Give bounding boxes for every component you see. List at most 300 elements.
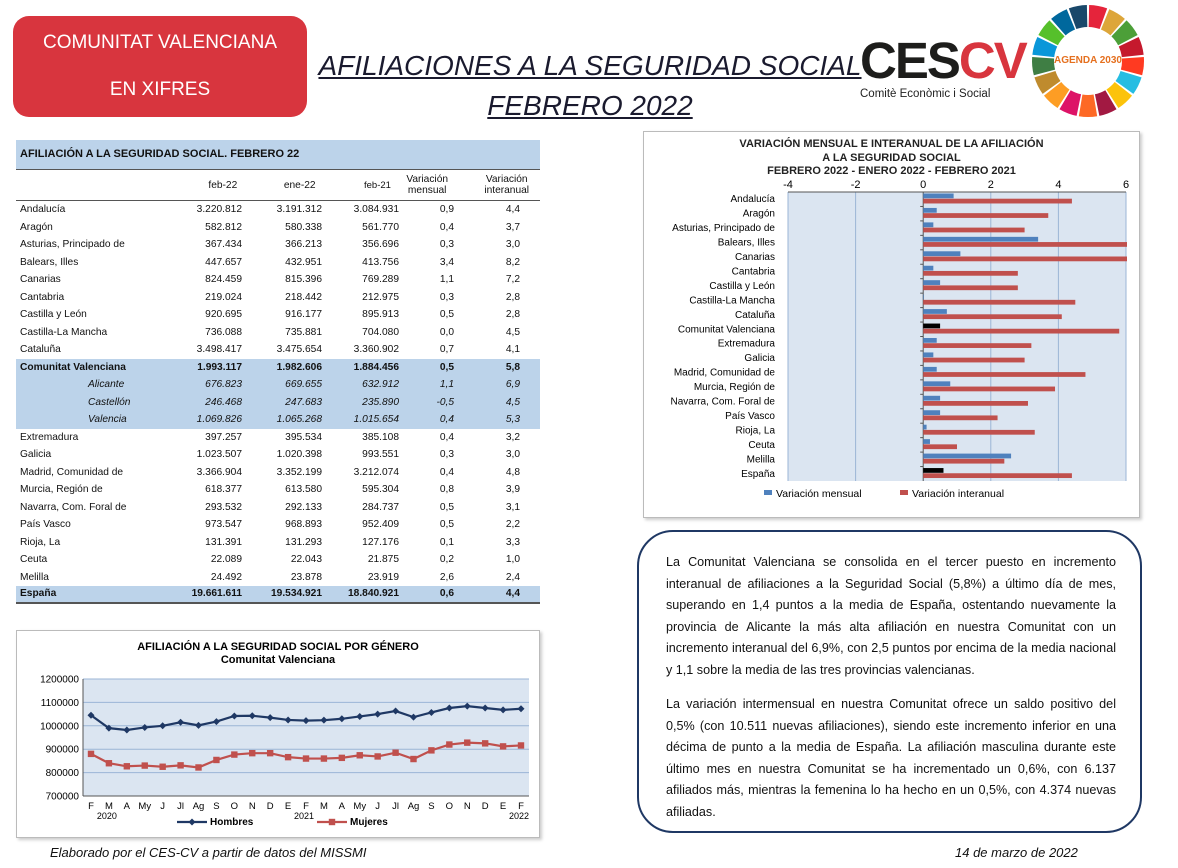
bar-interanual	[923, 343, 1031, 348]
cell-feb21: 284.737	[362, 501, 399, 513]
cell-name: Valencia	[88, 414, 127, 426]
cell-ene22: 613.580	[285, 484, 322, 496]
table-row	[16, 551, 540, 569]
cell-vm: -0,5	[436, 396, 454, 408]
cell-vm: 0,4	[439, 466, 454, 478]
category-label: País Vasco	[725, 410, 775, 422]
category-label: Cataluña	[734, 309, 775, 321]
table-row	[16, 569, 540, 587]
logo-subtitle: Comitè Econòmic i Social	[860, 88, 991, 100]
data-point	[518, 742, 524, 748]
cell-vm: 0,3	[439, 239, 454, 251]
bar-interanual	[923, 285, 1018, 290]
legend-swatch-mensual	[764, 490, 772, 495]
bar-mensual	[923, 324, 940, 329]
footer-date: 14 de marzo de 2022	[955, 845, 1078, 860]
year-label: 2020	[96, 811, 117, 821]
agenda-2030-label: AGENDA 2030	[1054, 55, 1122, 66]
bar-interanual	[923, 228, 1024, 233]
plot-area	[83, 679, 529, 796]
table-row	[16, 586, 540, 604]
cell-feb22: 1.069.826	[196, 414, 242, 426]
legend-marker-mujeres	[329, 819, 335, 825]
table-row	[16, 254, 540, 272]
cell-feb22: 3.220.812	[196, 204, 242, 216]
bar-mensual	[923, 194, 953, 199]
cell-ene22: 968.893	[285, 519, 322, 531]
data-point	[374, 753, 380, 759]
cell-name: Cantabria	[20, 291, 65, 303]
x-tick-label: N	[248, 801, 256, 812]
table-row	[16, 376, 540, 394]
cell-feb21: 356.696	[362, 239, 399, 251]
data-point	[267, 750, 273, 756]
bar-interanual	[923, 401, 1028, 406]
category-label: Murcia, Región de	[693, 382, 775, 394]
data-point	[213, 757, 219, 763]
cell-feb22: 676.823	[205, 379, 242, 391]
cell-ene22: 815.396	[285, 274, 322, 286]
x-tick-label: A	[338, 801, 346, 812]
cell-feb21: 561.770	[362, 221, 399, 233]
cell-name: Balears, Illes	[20, 256, 79, 268]
legend-swatch-interanual	[900, 490, 908, 495]
cell-feb22: 219.024	[205, 291, 242, 303]
x-tick-label: Ag	[407, 801, 420, 812]
cell-ene22: 366.213	[285, 239, 322, 251]
x-tick-label: S	[428, 801, 435, 812]
cell-name: Navarra, Com. Foral de	[20, 501, 127, 513]
header-feb22: feb-22	[208, 179, 238, 191]
data-point	[428, 747, 434, 753]
cell-name: Alicante	[88, 379, 125, 391]
category-label: Ceuta	[748, 439, 775, 451]
cell-name: Ceuta	[20, 554, 48, 566]
table-row	[16, 481, 540, 499]
cell-feb21: 3.084.931	[353, 204, 399, 216]
cell-feb22: 973.547	[205, 519, 242, 531]
cell-feb21: 385.108	[362, 431, 399, 443]
cell-feb21: 23.919	[367, 571, 399, 583]
cell-feb22: 582.812	[205, 221, 242, 233]
cell-feb21: 1.884.456	[353, 361, 399, 373]
cell-vm: 0,1	[439, 536, 454, 548]
logo-ces: CES	[860, 32, 959, 89]
cell-ene22: 1.982.606	[276, 361, 322, 373]
cell-feb22: 824.459	[205, 274, 242, 286]
x-tick-label: -2	[850, 179, 861, 191]
category-label: Melilla	[746, 454, 775, 466]
cell-name: Cataluña	[20, 344, 61, 356]
cell-feb22: 618.377	[205, 484, 242, 496]
cell-vi: 3,0	[505, 239, 520, 251]
data-point	[339, 755, 345, 761]
table-row	[16, 429, 540, 447]
cell-vi: 2,2	[505, 519, 520, 531]
cell-feb22: 736.088	[205, 326, 242, 338]
data-point	[500, 743, 506, 749]
data-point	[249, 750, 255, 756]
cell-feb21: 952.409	[362, 519, 399, 531]
cell-feb22: 3.366.904	[196, 466, 242, 478]
data-point	[177, 762, 183, 768]
cell-vi: 4,1	[505, 344, 520, 356]
cell-name: Castellón	[88, 396, 131, 408]
cell-vm: 0,5	[439, 309, 454, 321]
cell-vi: 3,3	[505, 536, 520, 548]
cell-vm: 2,6	[439, 571, 454, 583]
category-label: Cantabria	[731, 266, 775, 278]
bar-mensual	[923, 280, 940, 285]
cell-ene22: 19.534.921	[271, 588, 322, 600]
bar-mensual	[923, 309, 947, 314]
bar-interanual	[923, 430, 1035, 435]
bar-mensual	[923, 396, 940, 401]
cell-vi: 5,3	[505, 414, 520, 426]
cescv-logo	[860, 32, 1026, 106]
gender-line-chart	[16, 630, 540, 838]
x-tick-label: J	[160, 801, 166, 812]
cell-feb21: 632.912	[362, 379, 399, 391]
cell-feb21: 127.176	[362, 536, 399, 548]
x-tick-label: E	[499, 801, 507, 812]
category-label: Andalucía	[730, 194, 775, 206]
cell-feb22: 920.695	[205, 309, 242, 321]
cell-name: España	[20, 588, 57, 600]
bar-interanual	[923, 372, 1085, 377]
bar-interanual	[923, 242, 1127, 247]
table-row	[16, 324, 540, 342]
header-feb21: feb-21	[363, 179, 391, 191]
bar-interanual	[923, 199, 1072, 204]
table-row	[16, 464, 540, 482]
cell-name: Melilla	[20, 571, 49, 583]
bar-mensual	[923, 251, 960, 256]
cell-vm: 0,9	[439, 204, 454, 216]
cell-ene22: 580.338	[285, 221, 322, 233]
cell-feb21: 21.875	[367, 554, 399, 566]
x-tick-label: -4	[783, 179, 793, 191]
cell-feb22: 397.257	[205, 431, 242, 443]
bar-chart-canvas	[644, 132, 1139, 517]
category-label: Madrid, Comunidad de	[673, 367, 775, 379]
cell-ene22: 735.881	[285, 326, 322, 338]
cell-ene22: 1.020.398	[276, 449, 322, 461]
bar-interanual	[923, 271, 1018, 276]
data-point	[303, 755, 309, 761]
cell-ene22: 395.534	[285, 431, 322, 443]
x-tick-label: My	[353, 801, 367, 812]
category-label: Balears, Illes	[717, 237, 775, 249]
data-point	[159, 764, 165, 770]
data-point	[482, 740, 488, 746]
cell-feb22: 1.993.117	[197, 361, 242, 373]
footer-source: Elaborado por el CES-CV a partir de datos del MISSMI	[50, 845, 367, 860]
cell-name: Madrid, Comunidad de	[20, 466, 124, 478]
legend-label-interanual: Variación interanual	[912, 488, 1005, 500]
page-title: AFILIACIONES A LA SEGURIDAD SOCIAL	[318, 50, 862, 81]
cell-vm: 0,3	[439, 291, 454, 303]
cell-name: País Vasco	[20, 519, 71, 531]
table-header	[16, 169, 540, 201]
badge-line-1: COMUNITAT VALENCIANA	[42, 32, 277, 53]
bar-mensual	[923, 439, 930, 444]
bar-mensual	[923, 222, 933, 227]
x-tick-label: My	[138, 801, 152, 812]
x-tick-label: 2	[987, 179, 994, 191]
category-label: Rioja, La	[735, 425, 775, 437]
data-point	[124, 763, 130, 769]
legend-label-mensual: Variación mensual	[776, 488, 862, 500]
data-point	[410, 756, 416, 762]
cell-feb21: 769.289	[362, 274, 399, 286]
data-point	[464, 739, 470, 745]
bar-mensual	[923, 468, 943, 473]
bar-chart-title-1: VARIACIÓN MENSUAL E INTERANUAL DE LA AFILIACIÓN	[739, 138, 1044, 150]
category-label: Castilla-La Mancha	[689, 295, 775, 307]
cell-feb21: 595.304	[362, 484, 399, 496]
bar-mensual	[923, 338, 937, 343]
bar-interanual	[923, 473, 1072, 478]
cell-vm: 0,5	[439, 501, 454, 513]
cell-feb22: 22.089	[210, 554, 242, 566]
header-ene22: ene-22	[283, 179, 316, 191]
cell-vi: 3,1	[505, 501, 520, 513]
cell-vi: 2,8	[505, 291, 520, 303]
x-tick-label: J	[375, 801, 381, 812]
bar-mensual	[923, 352, 933, 357]
header-var-mensual: Variación mensual	[406, 174, 449, 196]
cell-ene22: 131.293	[285, 536, 322, 548]
cell-vi: 8,2	[505, 256, 520, 268]
category-label: Aragón	[742, 208, 775, 220]
cell-vm: 0,4	[439, 414, 454, 426]
cell-feb22: 293.532	[205, 501, 242, 513]
cell-ene22: 3.475.654	[276, 344, 322, 356]
cell-vm: 3,4	[439, 256, 454, 268]
data-point	[142, 762, 148, 768]
table-row	[16, 289, 540, 307]
bar-interanual	[923, 314, 1062, 319]
cell-vi: 1,0	[505, 554, 520, 566]
x-tick-label: D	[481, 801, 489, 812]
y-tick-label: 1200000	[40, 674, 79, 686]
cell-ene22: 916.177	[285, 309, 322, 321]
cell-vi: 4,5	[505, 326, 520, 338]
cell-feb21: 413.756	[362, 256, 399, 268]
cell-vi: 2,4	[505, 571, 520, 583]
cell-name: Comunitat Valenciana	[20, 361, 126, 373]
data-point	[106, 760, 112, 766]
table-title: AFILIACIÓN A LA SEGURIDAD SOCIAL. FEBRERO 22	[16, 140, 540, 169]
category-label: Castilla y León	[709, 280, 775, 292]
cell-ene22: 292.133	[285, 501, 322, 513]
table-row	[16, 201, 540, 219]
cell-ene22: 3.352.199	[276, 466, 322, 478]
bar-mensual	[923, 295, 924, 300]
y-tick-label: 1000000	[40, 721, 79, 733]
category-label: Navarra, Com. Foral de	[670, 396, 775, 408]
logo-cv: CV	[958, 32, 1026, 89]
cell-vi: 3,0	[505, 449, 520, 461]
y-tick-label: 800000	[45, 768, 79, 780]
x-tick-label: O	[445, 801, 454, 812]
x-tick-label: 6	[1122, 179, 1130, 191]
cell-feb22: 24.492	[210, 571, 242, 583]
x-tick-label: Jl	[392, 801, 400, 812]
cell-vi: 4,8	[505, 466, 520, 478]
cell-vi: 3,9	[505, 484, 520, 496]
category-label: España	[741, 468, 775, 480]
cell-name: Andalucía	[20, 204, 66, 216]
data-point	[285, 754, 291, 760]
table-row	[16, 516, 540, 534]
line-chart-title-1: AFILIACIÓN A LA SEGURIDAD SOCIAL POR GÉNERO	[137, 641, 419, 653]
x-tick-label: F	[518, 801, 524, 812]
bar-interanual	[923, 329, 1119, 334]
cell-feb22: 367.434	[205, 239, 242, 251]
category-label: Galicia	[744, 353, 775, 365]
bar-mensual	[923, 266, 933, 271]
table-row	[16, 499, 540, 517]
bar-interanual	[923, 387, 1055, 392]
cell-vm: 1,1	[439, 379, 454, 391]
table-row	[16, 306, 540, 324]
bar-mensual	[923, 237, 1038, 242]
bar-interanual	[923, 415, 997, 420]
cell-feb21: 3.360.902	[353, 344, 399, 356]
data-point	[392, 750, 398, 756]
cell-ene22: 22.043	[290, 554, 322, 566]
cell-ene22: 1.065.268	[276, 414, 322, 426]
cell-feb22: 246.468	[205, 396, 242, 408]
cell-ene22: 247.683	[285, 396, 322, 408]
cell-feb21: 212.975	[362, 291, 399, 303]
data-point	[446, 741, 452, 747]
x-tick-label: N	[463, 801, 471, 812]
x-tick-label: F	[88, 801, 94, 812]
cell-name: Murcia, Región de	[20, 484, 103, 496]
cell-feb22: 3.498.417	[196, 344, 242, 356]
x-tick-label: E	[284, 801, 292, 812]
cell-vi: 4,4	[505, 204, 520, 216]
commentary-box	[637, 530, 1142, 833]
x-tick-label: Jl	[177, 801, 185, 812]
table-row	[16, 394, 540, 412]
x-tick-label: M	[319, 801, 328, 812]
y-tick-label: 1100000	[40, 697, 79, 709]
bar-mensual	[923, 454, 1011, 459]
cell-feb22: 131.391	[205, 536, 242, 548]
category-label: Extremadura	[717, 338, 775, 350]
bar-interanual	[923, 459, 1004, 464]
cell-ene22: 669.655	[285, 379, 322, 391]
cell-name: Canarias	[20, 274, 61, 286]
x-tick-label: O	[230, 801, 239, 812]
cell-vm: 0,6	[439, 588, 454, 600]
cell-vm: 0,3	[439, 449, 454, 461]
bar-interanual	[923, 257, 1127, 262]
cell-name: Asturias, Principado de	[20, 239, 125, 251]
table-row	[16, 534, 540, 552]
x-tick-label: D	[266, 801, 274, 812]
year-label: 2022	[508, 811, 530, 821]
table-row	[16, 236, 540, 254]
data-point	[321, 755, 327, 761]
plot-area	[788, 192, 1126, 481]
cell-vi: 7,2	[505, 274, 520, 286]
y-tick-label: 900000	[45, 744, 79, 756]
bar-interanual	[923, 213, 1048, 218]
y-tick-label: 700000	[45, 791, 79, 803]
cell-name: Castilla-La Mancha	[20, 326, 108, 338]
bar-chart-title-3: FEBRERO 2022 - ENERO 2022 - FEBRERO 2021	[767, 165, 1016, 177]
cell-vi: 3,2	[505, 431, 520, 443]
line-chart-canvas	[17, 631, 539, 837]
cell-feb21: 18.840.921	[348, 588, 399, 600]
cell-feb21: 895.913	[362, 309, 399, 321]
cell-vm: 1,1	[439, 274, 454, 286]
x-tick-label: S	[213, 801, 220, 812]
wheel-segment	[1079, 95, 1097, 117]
table-row	[16, 341, 540, 359]
commentary-paragraph-2: La variación intermensual en nuestra Comunitat ofrece un saldo positivo del 0,5% (con 10.511 nuevas afiliaciones), siendo este incremento inferior en una décima de punto a la media de España. La afiliación masculina durante este último mes en nuestra Comunitat se ha incrementado un 0,6%, con 6.137 afiliados más, mientras la femenina lo ha hecho en un 0,5%, con 4.374 nuevas afiliadas.	[666, 697, 1116, 819]
cell-ene22: 432.951	[285, 256, 322, 268]
cell-vm: 0,2	[439, 554, 454, 566]
cell-feb21: 1.015.654	[353, 414, 399, 426]
badge-line-2: EN XIFRES	[109, 79, 211, 100]
bar-chart-title-2: A LA SEGURIDAD SOCIAL	[822, 152, 961, 164]
data-point	[195, 764, 201, 770]
legend-marker-hombres	[189, 819, 196, 826]
x-tick-label: 4	[1055, 179, 1062, 191]
line-chart-title-2: Comunitat Valenciana	[220, 654, 336, 666]
cell-vi: 6,9	[505, 379, 520, 391]
cell-vm: 0,4	[439, 431, 454, 443]
cell-vi: 4,5	[505, 396, 520, 408]
cell-vm: 0,8	[439, 484, 454, 496]
cell-ene22: 23.878	[290, 571, 322, 583]
x-tick-label: M	[104, 801, 113, 812]
year-label: 2021	[293, 811, 315, 821]
cell-feb21: 3.212.074	[353, 466, 399, 478]
page-subtitle: FEBRERO 2022	[487, 90, 693, 121]
cell-vm: 0,4	[439, 221, 454, 233]
affiliation-table	[16, 140, 540, 604]
cell-vi: 3,7	[505, 221, 520, 233]
commentary-paragraph-1: La Comunitat Valenciana se consolida en el tercer puesto en incremento interanual de afiliaciones a la Seguridad Social (5,8%) a último día de mes, superando en 1,4 puntos a la media de España, ostentando nuevamente la provincia de Alicante la más alta afiliación en nuestra Comunitat con un incremento interanual del 6,9%, con 2,5 puntos por encima de la media nacional y 1,1 sobre la media de las tres provincias valencianas.	[666, 555, 1116, 677]
cell-vm: 0,5	[439, 519, 454, 531]
data-point	[231, 751, 237, 757]
cell-ene22: 3.191.312	[276, 204, 322, 216]
cell-vi: 4,4	[505, 588, 520, 600]
bar-mensual	[923, 367, 937, 372]
cell-feb21: 235.890	[362, 396, 399, 408]
legend-label-mujeres: Mujeres	[350, 817, 388, 828]
cell-feb21: 993.551	[362, 449, 399, 461]
data-point	[357, 752, 363, 758]
bar-mensual	[923, 381, 950, 386]
table-row	[16, 446, 540, 464]
cell-name: Aragón	[20, 221, 53, 233]
cell-vm: 0,5	[439, 361, 454, 373]
region-badge	[13, 16, 307, 117]
data-point	[88, 751, 94, 757]
bar-mensual	[923, 208, 937, 213]
category-label: Comunitat Valenciana	[677, 324, 775, 336]
cell-vi: 2,8	[505, 309, 520, 321]
table-row	[16, 359, 540, 377]
